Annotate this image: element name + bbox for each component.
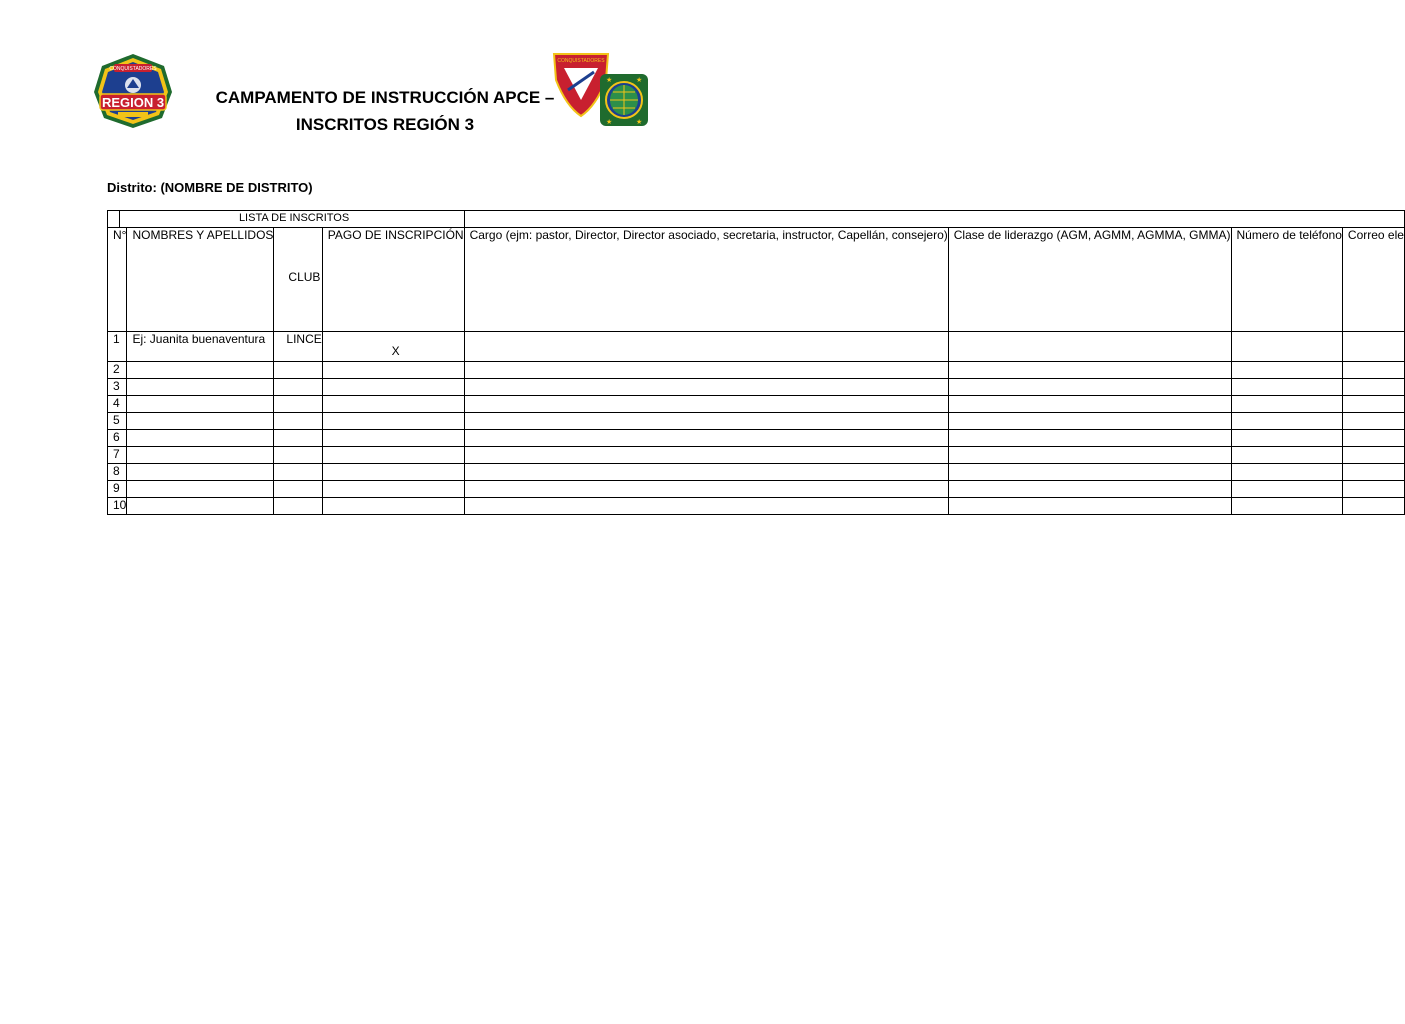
row-telefono[interactable] xyxy=(1231,413,1342,430)
row-club[interactable] xyxy=(274,379,322,396)
table-row xyxy=(108,396,1405,413)
row-names[interactable] xyxy=(127,447,274,464)
row-correo[interactable] xyxy=(1342,379,1404,396)
col-header-correo: Correo ele xyxy=(1342,228,1404,332)
row-telefono[interactable] xyxy=(1231,332,1342,362)
row-pago[interactable] xyxy=(322,379,464,396)
row-cargo[interactable] xyxy=(464,362,948,379)
row-telefono[interactable] xyxy=(1231,396,1342,413)
table-header-row xyxy=(108,228,1405,332)
row-club[interactable] xyxy=(274,362,322,379)
pathfinder-emblem-logo xyxy=(550,50,650,130)
row-cargo[interactable] xyxy=(464,332,948,362)
row-names[interactable] xyxy=(127,498,274,515)
row-club: LINCE xyxy=(274,332,322,362)
row-pago xyxy=(322,332,464,362)
row-clase[interactable] xyxy=(948,332,1231,362)
row-number: 7 xyxy=(108,447,127,464)
table-row xyxy=(108,379,1405,396)
district-label: Distrito: (NOMBRE DE DISTRITO) xyxy=(107,180,313,195)
row-clase[interactable] xyxy=(948,464,1231,481)
row-clase[interactable] xyxy=(948,498,1231,515)
row-pago[interactable] xyxy=(322,464,464,481)
row-number: 9 xyxy=(108,481,127,498)
row-names[interactable] xyxy=(127,379,274,396)
row-clase[interactable] xyxy=(948,430,1231,447)
row-clase[interactable] xyxy=(948,481,1231,498)
table-row xyxy=(108,498,1405,515)
row-names[interactable] xyxy=(127,362,274,379)
col-header-cargo: Cargo (ejm: pastor, Director, Director asociado, secretaria, instructor, Capellán, consejero) xyxy=(464,228,948,332)
row-pago[interactable] xyxy=(322,396,464,413)
row-cargo[interactable] xyxy=(464,396,948,413)
row-clase[interactable] xyxy=(948,413,1231,430)
row-telefono[interactable] xyxy=(1231,447,1342,464)
row-club[interactable] xyxy=(274,464,322,481)
svg-text:★: ★ xyxy=(606,119,613,126)
table-row xyxy=(108,362,1405,379)
svg-text:REGION 3: REGION 3 xyxy=(101,95,165,110)
row-correo[interactable] xyxy=(1342,447,1404,464)
table-row xyxy=(108,447,1405,464)
svg-text:CONQUISTADORES: CONQUISTADORES xyxy=(557,58,605,64)
table-row xyxy=(108,464,1405,481)
empty-header-cell xyxy=(464,211,1404,228)
row-correo[interactable] xyxy=(1342,332,1404,362)
row-names[interactable] xyxy=(127,481,274,498)
row-cargo[interactable] xyxy=(464,413,948,430)
list-title: LISTA DE INSCRITOS xyxy=(119,211,464,228)
col-header-num: N° xyxy=(108,228,127,332)
svg-text:★: ★ xyxy=(636,77,643,84)
row-club[interactable] xyxy=(274,413,322,430)
svg-text:CONQUISTADORES: CONQUISTADORES xyxy=(109,66,157,72)
row-correo[interactable] xyxy=(1342,498,1404,515)
row-clase[interactable] xyxy=(948,362,1231,379)
svg-text:★: ★ xyxy=(636,119,643,126)
row-cargo[interactable] xyxy=(464,464,948,481)
row-correo[interactable] xyxy=(1342,464,1404,481)
row-names[interactable] xyxy=(127,430,274,447)
row-number: 1 xyxy=(108,332,127,362)
title-line-2: INSCRITOS REGIÓN 3 xyxy=(295,115,475,134)
registration-table xyxy=(107,210,1405,515)
row-cargo[interactable] xyxy=(464,498,948,515)
row-correo[interactable] xyxy=(1342,413,1404,430)
row-pago[interactable] xyxy=(322,362,464,379)
row-pago[interactable] xyxy=(322,481,464,498)
row-telefono[interactable] xyxy=(1231,379,1342,396)
row-club[interactable] xyxy=(274,481,322,498)
row-correo[interactable] xyxy=(1342,481,1404,498)
col-header-clase: Clase de liderazgo (AGM, AGMM, AGMMA, GMMA) xyxy=(948,228,1231,332)
row-number: 3 xyxy=(108,379,127,396)
row-cargo[interactable] xyxy=(464,379,948,396)
row-names: Ej: Juanita buenaventura xyxy=(127,332,274,362)
row-cargo[interactable] xyxy=(464,481,948,498)
svg-text:★: ★ xyxy=(606,77,613,84)
row-number: 6 xyxy=(108,430,127,447)
corner-cell xyxy=(108,211,120,228)
row-pago[interactable] xyxy=(322,413,464,430)
col-header-names: NOMBRES Y APELLIDOS xyxy=(127,228,274,332)
row-club[interactable] xyxy=(274,396,322,413)
title-line-1: CAMPAMENTO DE INSTRUCCIÓN APCE – xyxy=(215,88,555,107)
row-pago[interactable] xyxy=(322,430,464,447)
col-header-telefono: Número de teléfono xyxy=(1231,228,1342,332)
row-correo[interactable] xyxy=(1342,430,1404,447)
row-telefono[interactable] xyxy=(1231,498,1342,515)
row-number: 2 xyxy=(108,362,127,379)
row-club[interactable] xyxy=(274,498,322,515)
col-header-pago: PAGO DE INSCRIPCIÓN xyxy=(322,228,464,332)
col-header-club: CLUB xyxy=(274,228,322,332)
row-club[interactable] xyxy=(274,447,322,464)
row-correo[interactable] xyxy=(1342,396,1404,413)
table-title-row xyxy=(108,211,1405,228)
row-names[interactable] xyxy=(127,464,274,481)
table-row xyxy=(108,332,1405,362)
row-telefono[interactable] xyxy=(1231,362,1342,379)
table-row xyxy=(108,430,1405,447)
row-telefono[interactable] xyxy=(1231,481,1342,498)
row-cargo[interactable] xyxy=(464,447,948,464)
row-cargo[interactable] xyxy=(464,430,948,447)
row-clase[interactable] xyxy=(948,396,1231,413)
row-pago-value: X xyxy=(391,344,400,358)
row-pago[interactable] xyxy=(322,498,464,515)
row-pago[interactable] xyxy=(322,447,464,464)
row-clase[interactable] xyxy=(948,447,1231,464)
row-number: 10 xyxy=(108,498,127,515)
row-number: 8 xyxy=(108,464,127,481)
row-telefono[interactable] xyxy=(1231,464,1342,481)
row-names[interactable] xyxy=(127,413,274,430)
row-telefono[interactable] xyxy=(1231,430,1342,447)
row-number: 4 xyxy=(108,396,127,413)
row-names[interactable] xyxy=(127,396,274,413)
table-row xyxy=(108,481,1405,498)
row-correo[interactable] xyxy=(1342,362,1404,379)
row-club[interactable] xyxy=(274,430,322,447)
row-number: 5 xyxy=(108,413,127,430)
table-row xyxy=(108,413,1405,430)
row-clase[interactable] xyxy=(948,379,1231,396)
